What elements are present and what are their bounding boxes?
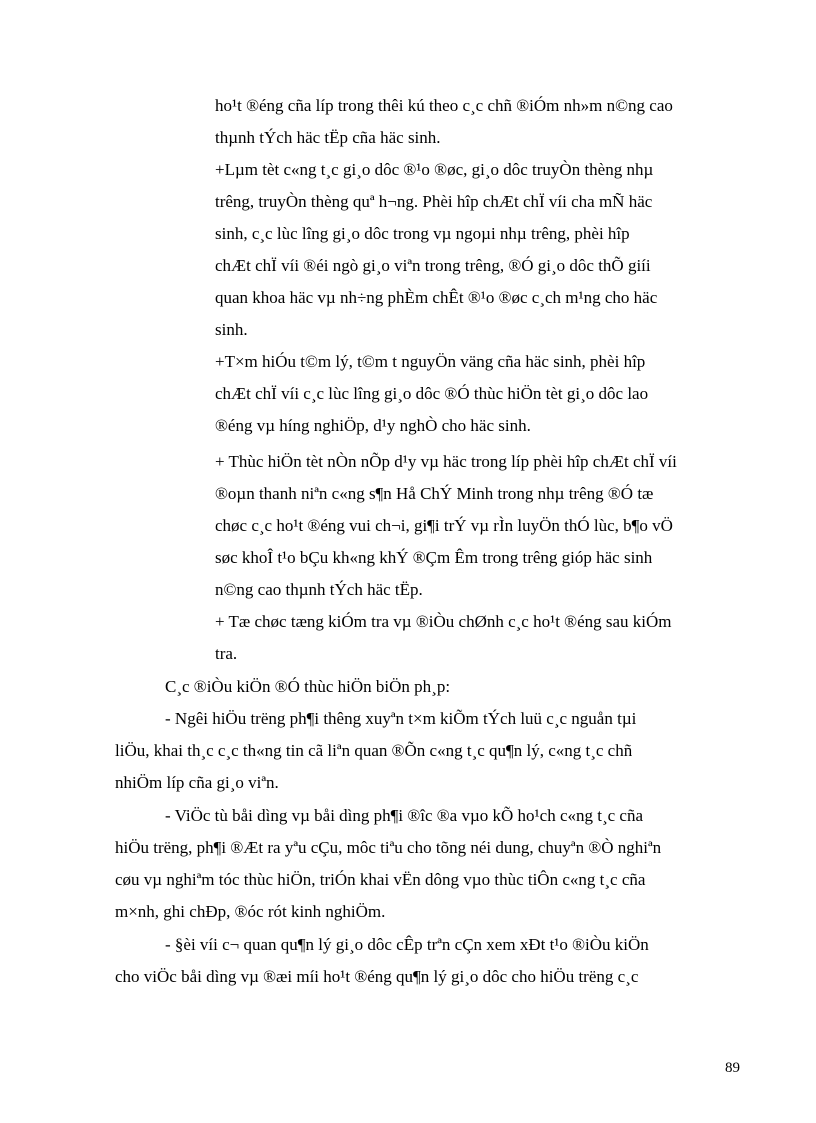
text-line: - Ngêi hiÖu trëng ph¶i thêng xuyªn t×m kiÕm tÝch luü c¸c nguån tµi — [165, 709, 637, 728]
text-line: nhiÖm líp cña gi¸o viªn. — [115, 773, 279, 792]
text-line: ho¹t ®éng cña líp trong thêi kú theo c¸c chñ ®iÓm nh»m n©ng cao — [215, 96, 673, 115]
text-line: chÆt chÏ víi c¸c lùc lîng gi¸o dôc ®Ó thùc hiÖn tèt gi¸o dôc lao — [215, 384, 649, 403]
page-number: 89 — [725, 1060, 740, 1076]
text-line: cøu vµ nghiªm tóc thùc hiÖn, triÓn khai vËn dông vµo thùc tiÔn c«ng t¸c cña — [115, 870, 646, 889]
text-line: +Lµm tèt c«ng t¸c gi¸o dôc ®¹o ®øc, gi¸o dôc truyÒn thèng nhµ — [215, 160, 654, 179]
text-line: m×nh, ghi chÐp, ®óc rót kinh nghiÖm. — [115, 902, 386, 921]
text-line: thµnh tÝch häc tËp cña häc sinh. — [215, 128, 441, 147]
text-line: chøc c¸c ho¹t ®éng vui ch¬i, gi¶i trÝ vµ rÌn luyÖn thÓ lùc, b¶o vÖ — [215, 516, 673, 535]
text-line: hiÖu trëng, ph¶i ®Æt ra yªu cÇu, môc tiªu cho tõng néi dung, chuyªn ®Ò nghiªn — [115, 838, 662, 857]
text-line: trêng, truyÒn thèng quª h¬ng. Phèi hîp chÆt chÏ víi cha mÑ häc — [215, 192, 653, 211]
text-line: ®oµn thanh niªn c«ng s¶n Hå ChÝ Minh trong nhµ trêng ®Ó tæ — [215, 484, 654, 503]
text-line: - §èi víi c¬ quan qu¶n lý gi¸o dôc cÊp trªn cÇn xem xÐt t¹o ®iÒu kiÖn — [165, 935, 649, 954]
text-line: + Thùc hiÖn tèt nÒn nÕp d¹y vµ häc trong líp phèi hîp chÆt chÏ víi — [215, 452, 677, 471]
text-line: ®éng vµ híng nghiÖp, d¹y nghÒ cho häc sinh. — [215, 416, 531, 435]
section-heading: C¸c ®iÒu kiÖn ®Ó thùc hiÖn biÖn ph¸p: — [165, 677, 451, 696]
text-line: - ViÖc tù båi dìng vµ båi dìng ph¶i ®îc ®a vµo kÕ ho¹ch c«ng t¸c cña — [165, 806, 644, 825]
text-line: sinh, c¸c lùc lîng gi¸o dôc trong vµ ngoµi nhµ trêng, phèi hîp — [215, 224, 630, 243]
text-line: søc khoÎ t¹o bÇu kh«ng khÝ ®Çm Êm trong trêng gióp häc sinh — [215, 548, 653, 567]
text-line: tra. — [215, 644, 238, 663]
text-line: quan khoa häc vµ nh÷ng phÈm chÊt ®¹o ®øc c¸ch m¹ng cho häc — [215, 288, 658, 307]
text-line: cho viÖc båi dìng vµ ®æi míi ho¹t ®éng qu¶n lý gi¸o dôc cho hiÖu trëng c¸c — [115, 967, 639, 986]
text-line: n©ng cao thµnh tÝch häc tËp. — [215, 580, 423, 599]
text-line: sinh. — [215, 320, 248, 339]
text-line: liÖu, khai th¸c c¸c th«ng tin cã liªn quan ®Õn c«ng t¸c qu¶n lý, c«ng t¸c chñ — [115, 741, 633, 760]
text-line: +T×m hiÓu t©m lý, t©m t nguyÖn väng cña häc sinh, phèi hîp — [215, 352, 646, 371]
text-line: + Tæ chøc tæng kiÓm tra vµ ®iÒu chØnh c¸c ho¹t ®éng sau kiÓm — [215, 612, 672, 631]
text-line: chÆt chÏ víi ®éi ngò gi¸o viªn trong trêng, ®Ó gi¸o dôc thÕ giíi — [215, 256, 651, 275]
